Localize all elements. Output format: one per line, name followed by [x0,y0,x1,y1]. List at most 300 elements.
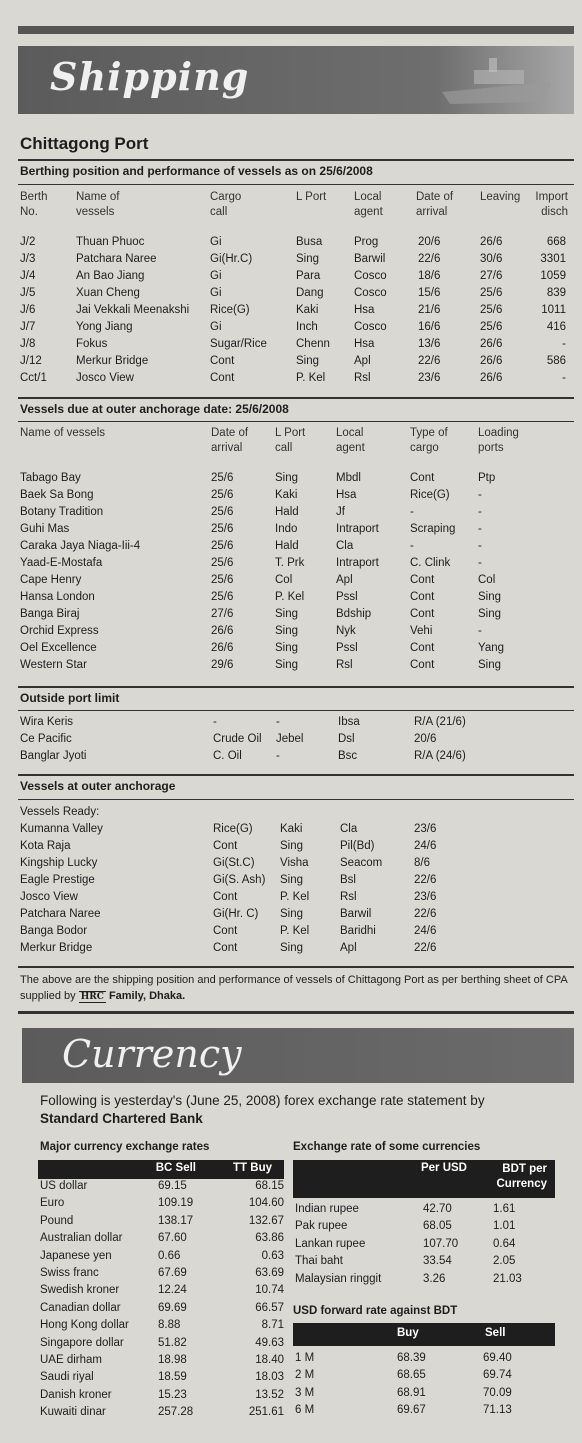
import-disch: - [562,372,566,384]
currency-name: Danish kroner [40,1388,112,1401]
leaving-date: 26/6 [480,372,503,384]
local-agent: Apl [336,574,353,586]
local-agent: Cla [336,540,354,552]
berth-no: J/6 [20,304,36,316]
hdr-agent: Local agent [354,191,383,218]
local-agent: Apl [354,355,371,367]
loading-port: Col [478,574,496,586]
arrival-date: 25/6 [211,557,234,569]
arrival-date: 22/6 [418,355,441,367]
vessel-name: Merkur Bridge [76,355,149,367]
vessel-name: Kota Raja [20,840,71,852]
loading-port: - [478,506,482,518]
tt-buy-value: 49.63 [255,1336,284,1349]
hdr-due-vessel: Name of vessels [20,427,106,439]
berthing-row [8,304,574,321]
buy-value: 69.67 [397,1404,426,1417]
currency-row [38,1337,288,1354]
tt-buy-value: 104.60 [248,1197,284,1210]
local-agent: Hsa [336,489,357,501]
col-tt-buy: TT Buy [233,1162,272,1174]
top-rule [18,26,574,34]
bc-sell-value: 257.28 [158,1406,194,1419]
arrival-date: 25/6 [211,472,234,484]
arrival-date: 15/6 [418,287,441,299]
local-agent: Mbdl [336,472,361,484]
arrival-date: 25/6 [211,523,234,535]
local-agent: Nyk [336,625,356,637]
bdt-value: 0.64 [493,1237,516,1250]
hdr-leaving: Leaving [480,191,521,203]
cargo-type: Cont [410,574,435,586]
currency-name: Canadian dollar [40,1301,121,1314]
currency-row [38,1354,288,1371]
cargo-type: Cont [410,642,435,654]
arrival-date: 25/6 [211,489,234,501]
per-usd-value: 42.70 [423,1203,452,1215]
arrival-date: 27/6 [211,608,234,620]
bc-sell-value: 138.17 [158,1214,194,1227]
some-currency-row [293,1203,555,1220]
arrival-date: 25/6 [211,574,234,586]
berthing-row [8,372,574,389]
vessel-name: Jai Vekkali Meenakshi [76,304,190,316]
l-port: Kaki [275,489,298,501]
ready-label: Vessels Ready: [20,806,100,818]
berth-no: J/2 [20,236,36,248]
loading-port: - [478,523,482,535]
forward-header-bar [293,1323,555,1346]
currency-name: Euro [40,1197,65,1210]
outside-title: Outside port limit [20,691,120,705]
currency-row [38,1180,288,1197]
loading-port: - [478,625,482,637]
currency-name: Australian dollar [40,1232,123,1245]
currency-row [38,1389,288,1406]
arrival-date: 23/6 [418,372,441,384]
arrival-date: 25/6 [211,591,234,603]
hdr-due-agent: Local agent [336,427,365,454]
newspaper-page [8,6,574,1436]
cargo: Cont [213,942,238,954]
currency-row [38,1215,288,1232]
currency-banner [22,1028,574,1083]
due-row [8,642,574,659]
l-port: P. Kel [296,372,326,384]
tt-buy-value: 66.57 [255,1301,284,1314]
l-port: P. Kel [275,591,305,603]
berthing-row [8,321,574,338]
currency-row [38,1302,288,1319]
currency-name: US dollar [40,1180,88,1192]
major-title: Major currency exchange rates [40,1141,210,1153]
l-port: Para [296,270,321,282]
tt-buy-value: 8.71 [261,1319,284,1332]
local-agent: Rsl [340,891,357,903]
local-agent: Rsl [354,372,371,384]
currency-title: Currency [62,1032,242,1076]
loading-port: - [478,557,482,569]
bc-sell-value: 18.98 [158,1354,187,1366]
cargo-type: - [410,506,414,518]
l-port: Sing [280,908,304,920]
l-port: Sing [296,355,320,367]
currency-name: Lankan rupee [295,1237,366,1250]
leaving-date: 25/6 [480,304,503,316]
date: 24/6 [414,925,437,937]
local-agent: Bsc [338,750,358,762]
hdr-import: Import disch [535,191,568,218]
cargo-type: - [410,540,414,552]
sell-value: 69.74 [483,1369,512,1382]
local-agent: Pssl [336,591,358,603]
local-agent: Barwil [354,253,386,265]
cargo-type: Cont [410,472,435,484]
l-port: Sing [275,625,299,637]
divider [18,184,574,185]
l-port: Busa [296,236,323,248]
currency-name: Indian rupee [295,1203,359,1215]
l-port: - [276,750,280,762]
per-usd-value: 107.70 [423,1237,459,1250]
l-port: Sing [280,942,304,954]
bc-sell-value: 67.60 [158,1232,187,1245]
vessel-name: Hansa London [20,591,95,603]
bc-sell-value: 109.19 [158,1197,194,1210]
forward-title: USD forward rate against BDT [293,1305,458,1317]
due-row [8,625,574,642]
date: 22/6 [414,908,437,920]
berth-no: J/4 [20,270,36,282]
due-row [8,489,574,506]
sell-value: 70.09 [483,1386,512,1399]
vessel-name: Fokus [76,338,108,350]
cargo: Sugar/Rice [210,338,267,350]
vessel-name: Patchara Naree [20,908,101,920]
cargo: Cont [210,372,235,384]
bdt-value: 1.61 [493,1203,516,1215]
divider [18,686,574,688]
bc-sell-value: 12.24 [158,1284,187,1297]
local-agent: Bsl [340,874,356,886]
hdr-due-arrival: Date of arrival [211,427,249,454]
import-disch: 586 [546,355,566,367]
outer-row [8,857,574,874]
col-bc-sell: BC Sell [155,1162,196,1174]
outer-row [8,874,574,891]
currency-row [38,1319,288,1336]
currency-name: Singapore dollar [40,1336,124,1349]
currency-name: Japanese yen [40,1249,112,1262]
due-row [8,523,574,540]
date: 24/6 [414,840,437,852]
arrival-date: 22/6 [418,253,441,265]
vessel-name: Caraka Jaya Niaga-Iii-4 [20,540,141,552]
tt-buy-value: 132.67 [248,1214,284,1227]
status: R/A (24/6) [414,750,466,762]
l-port: Dang [296,287,324,299]
bc-sell-value: 0.66 [158,1249,181,1262]
local-agent: Pssl [336,642,358,654]
l-port: T. Prk [275,557,305,569]
date: 22/6 [414,874,437,886]
tt-buy-value: 10.74 [255,1284,284,1297]
due-row [8,659,574,676]
per-usd-value: 68.05 [423,1220,452,1233]
cargo: Rice(G) [213,823,253,835]
tt-buy-value: 63.69 [255,1267,284,1279]
hrc-logo: HRC [80,992,104,1002]
tenor: 3 M [295,1386,315,1399]
source-note [20,972,572,1005]
due-row [8,574,574,591]
tenor: 2 M [295,1369,315,1382]
buy-value: 68.65 [397,1369,426,1382]
vessel-name: Kumanna Valley [20,823,103,835]
currency-name: Swiss franc [40,1267,99,1279]
vessel-name: Orchid Express [20,625,99,637]
arrival-date: 18/6 [418,270,441,282]
shipping-banner [18,46,574,114]
cargo-type: Rice(G) [410,489,450,501]
loading-port: Ptp [478,472,496,484]
berth-no: J/7 [20,321,36,333]
divider [18,799,574,800]
vessel-name: Eagle Prestige [20,874,95,886]
leaving-date: 26/6 [480,236,503,248]
cargo: Cont [213,840,238,852]
berth-no: J/3 [20,253,36,265]
l-port: Sing [275,659,299,671]
berthing-row [8,236,574,253]
arrival-date: 16/6 [418,321,441,333]
outer-row [8,823,574,840]
arrival-date: 29/6 [211,659,234,671]
vessel-name: Western Star [20,659,87,671]
date: 23/6 [414,823,437,835]
currency-row [38,1197,288,1214]
hdr-berth: Berth No. [20,191,48,218]
divider [18,1011,574,1014]
cargo: Gi [210,287,222,299]
berthing-title: Berthing position and performance of vessels as on 25/6/2008 [20,164,373,178]
due-row [8,557,574,574]
local-agent: Dsl [338,733,355,745]
currency-row [38,1284,288,1301]
vessel-name: Botany Tradition [20,506,104,518]
local-agent: Ibsa [338,716,360,728]
arrival-date: 26/6 [211,625,234,637]
arrival-date: 21/6 [418,304,441,316]
note-source: Family, Dhaka. [108,990,186,1002]
cargo-type: Vehi [410,625,433,637]
cargo: Cont [213,925,238,937]
l-port: Chenn [296,338,330,350]
hdr-vessel: Name of vessels [76,191,120,218]
forward-row [293,1387,555,1404]
l-port: Visha [280,857,309,869]
vessel-name: Oel Excellence [20,642,97,654]
status: 20/6 [414,733,437,745]
cargo: Gi(St.C) [213,857,255,869]
outer-row [8,925,574,942]
tenor: 1 M [295,1352,315,1364]
vessel-name: Tabago Bay [20,472,81,484]
import-disch: 416 [546,321,566,333]
l-port: - [276,716,280,728]
some-currency-row [293,1255,555,1272]
per-usd-value: 33.54 [423,1255,452,1268]
local-agent: Cosco [354,321,387,333]
port-heading: Chittagong Port [20,134,149,153]
some-currency-row [293,1273,555,1290]
local-agent: Bdship [336,608,372,620]
outer-row [8,908,574,925]
local-agent: Apl [340,942,357,954]
bc-sell-value: 51.82 [158,1336,187,1349]
date: 22/6 [414,942,437,954]
import-disch: - [562,338,566,350]
currency-name: Saudi riyal [40,1371,94,1384]
import-disch: 839 [546,287,566,299]
currency-name: UAE dirham [40,1354,102,1366]
loading-port: Sing [478,591,502,603]
vessel-name: Josco View [76,372,134,384]
vessel-name: Kingship Lucky [20,857,98,869]
l-port: Col [275,574,293,586]
leaving-date: 30/6 [480,253,503,265]
outer-row [8,891,574,908]
tt-buy-value: 18.40 [255,1354,284,1366]
hdr-due-lport: L Port call [275,427,306,454]
cargo: Crude Oil [213,733,262,745]
loading-port: - [478,489,482,501]
tt-buy-value: 13.52 [255,1388,284,1401]
cargo: Gi [210,236,222,248]
tt-buy-value: 0.63 [261,1249,284,1262]
berth-no: J/12 [20,355,42,367]
berthing-row [8,338,574,355]
berth-no: J/8 [20,338,36,350]
outside-row [8,716,574,733]
intro-text: Following is yesterday's (June 25, 2008) forex exchange rate statement by [40,1093,485,1108]
cargo-type: Cont [410,659,435,671]
hdr-arrival: Date of arrival [416,191,454,218]
hdr-due-loading: Loading ports [478,427,519,454]
hdr-lport: L Port [296,191,327,203]
cargo-type: C. Clink [410,557,451,569]
berthing-row [8,287,574,304]
leaving-date: 25/6 [480,321,503,333]
cargo: Gi [210,321,222,333]
outer-title: Vessels at outer anchorage [20,779,176,793]
per-usd-value: 3.26 [423,1272,446,1285]
bc-sell-value: 18.59 [158,1371,187,1384]
vessel-name: Banglar Jyoti [20,750,87,762]
tt-buy-value: 251.61 [248,1406,284,1419]
arrival-date: 26/6 [211,642,234,654]
l-port: Sing [275,642,299,654]
tt-buy-value: 68.15 [255,1180,284,1192]
l-port: Kaki [296,304,319,316]
currency-name: Malaysian ringgit [295,1272,382,1285]
loading-port: Sing [478,608,502,620]
divider [18,774,574,776]
due-row [8,608,574,625]
divider [18,159,574,161]
ready-label-row [8,806,574,823]
vessel-name: Yaad-E-Mostafa [20,557,103,569]
vessel-name: Guhi Mas [20,523,70,535]
bdt-value: 21.03 [493,1272,522,1285]
cargo: Rice(G) [210,304,250,316]
vessel-name: Josco View [20,891,78,903]
vessel-name: Banga Bodor [20,925,88,937]
l-port: Inch [296,321,318,333]
l-port: Sing [275,608,299,620]
local-agent: Rsl [336,659,353,671]
col-buy: Buy [397,1327,419,1339]
leaving-date: 25/6 [480,287,503,299]
ship-icon [434,52,564,108]
l-port: Indo [275,523,298,535]
outside-row [8,733,574,750]
hdr-due-cargo: Type of cargo [410,427,448,454]
l-port: Kaki [280,823,303,835]
currency-name: Swedish kroner [40,1284,120,1297]
berthing-row [8,270,574,287]
vessel-name: Thuan Phuoc [76,236,145,248]
vessel-name: Ce Pacific [20,733,72,745]
bank-name: Standard Chartered Bank [40,1111,203,1126]
l-port: Sing [280,874,304,886]
vessel-name: An Bao Jiang [76,270,145,282]
local-agent: Cla [340,823,358,835]
due-title: Vessels due at outer anchorage date: 25/6/2008 [20,402,289,416]
tt-buy-value: 18.03 [255,1371,284,1384]
due-row [8,506,574,523]
col-sell: Sell [485,1327,506,1339]
local-agent: Barwil [340,908,372,920]
l-port: Hald [275,506,299,518]
l-port: Sing [280,840,304,852]
vessel-name: Wira Keris [20,716,74,728]
arrival-date: 25/6 [211,540,234,552]
import-disch: 3301 [540,253,566,265]
cargo-type: Scraping [410,523,456,535]
cargo: Gi [210,270,222,282]
l-port: Sing [275,472,299,484]
local-agent: Cosco [354,270,387,282]
currency-name: Kuwaiti dinar [40,1406,106,1419]
buy-value: 68.39 [397,1352,426,1364]
shipping-title: Shipping [50,54,250,99]
due-row [8,540,574,557]
currency-row [38,1406,288,1423]
divider [18,421,574,422]
bdt-value: 1.01 [493,1220,516,1233]
import-disch: 1011 [541,304,566,316]
local-agent: Cosco [354,287,387,299]
loading-port: Yang [478,642,505,654]
col-bdt-per: BDT per Currency [496,1163,547,1190]
sell-value: 69.40 [483,1352,512,1364]
cargo: Gi(S. Ash) [213,874,266,886]
loading-port: Sing [478,659,502,671]
currency-row [38,1250,288,1267]
l-port: Hald [275,540,299,552]
import-disch: 1059 [540,270,566,282]
